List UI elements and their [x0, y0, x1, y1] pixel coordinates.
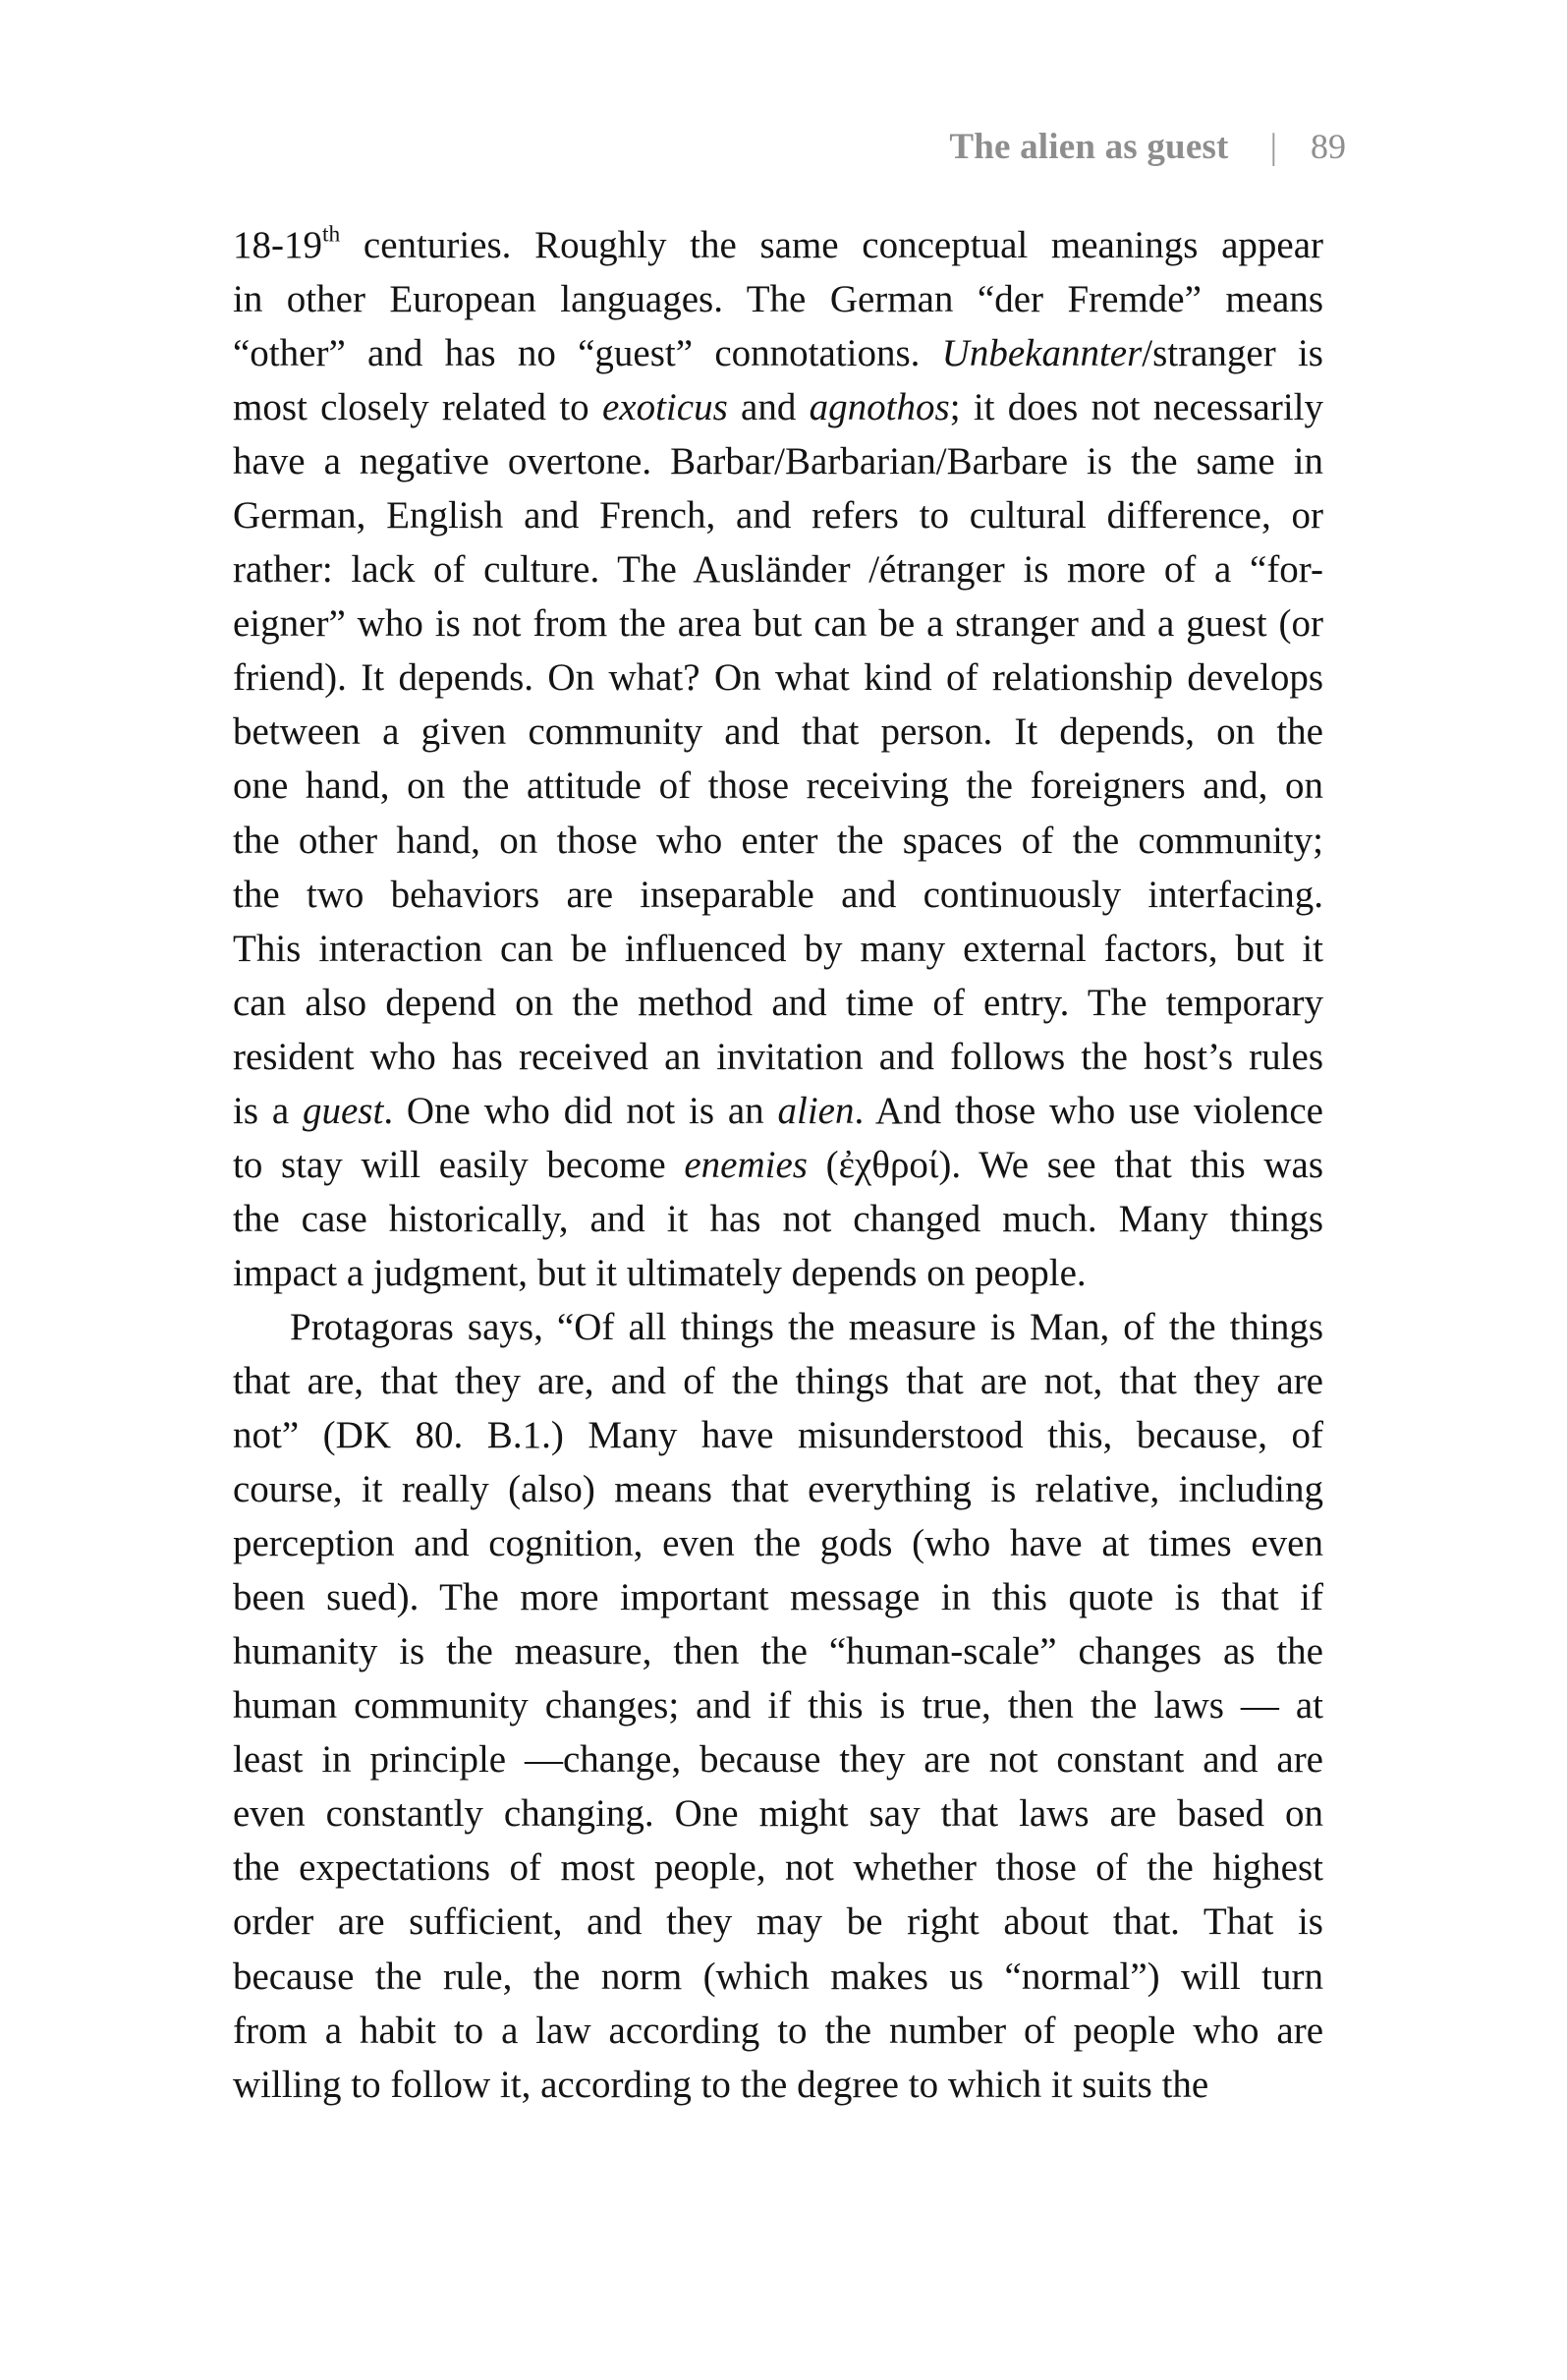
text-run: because the rule, the norm (which makes us “normal”) will turn	[233, 1955, 1323, 1998]
text-line	[233, 2058, 1323, 2112]
text-run: willing to follow it, according to the degree to which it suits the	[233, 2063, 1209, 2106]
text-line	[233, 814, 1323, 868]
paragraph	[233, 218, 1323, 1300]
page-number: 89	[1311, 127, 1346, 166]
text-run: eigner” who is not from the area but can be a stranger and a guest (or	[233, 602, 1323, 646]
body-text	[233, 218, 1323, 2112]
text-line	[233, 1624, 1323, 1678]
text-line	[233, 488, 1323, 542]
text-run: have a negative overtone. Barbar/Barbarian/Barbare is the same in	[233, 440, 1323, 483]
text-line	[233, 1841, 1323, 1895]
text-line	[233, 1462, 1323, 1516]
text-run: Protagoras says, “Of all things the measure is Man, of the things	[290, 1305, 1323, 1348]
paragraph	[233, 1300, 1323, 2112]
italic-term: Unbekannter	[941, 332, 1143, 375]
text-run: not” (DK 80. B.1.) Many have misunderstood this, because, of	[233, 1414, 1323, 1457]
text-run: impact a judgment, but it ultimately depends on people.	[233, 1251, 1087, 1294]
italic-term: enemies	[684, 1143, 808, 1186]
text-run: is a	[233, 1089, 303, 1132]
text-run: the other hand, on those who enter the spaces of the community;	[233, 819, 1323, 862]
text-run: the two behaviors are inseparable and continuously interfacing.	[233, 873, 1323, 916]
text-line	[233, 1732, 1323, 1786]
text-run: least in principle —change, because they are not constant and are	[233, 1738, 1323, 1782]
header-separator: |	[1269, 127, 1277, 167]
text-line	[233, 868, 1323, 922]
text-line	[233, 1950, 1323, 2004]
text-run: . One who did not is an	[383, 1089, 778, 1132]
text-line	[233, 1570, 1323, 1624]
text-run: even constantly changing. One might say that laws are based on	[233, 1792, 1323, 1836]
text-run: ; it does not necessarily	[949, 386, 1323, 429]
text-line	[233, 1192, 1323, 1246]
text-run: can also depend on the method and time of entry. The temporary	[233, 981, 1323, 1024]
italic-term: agnothos	[809, 386, 950, 429]
text-run: in other European languages. The German “der Fremde” means	[233, 278, 1323, 321]
text-run: and	[727, 386, 810, 429]
text-run: (ἐχθροί). We see that this was	[807, 1143, 1323, 1186]
text-line	[233, 1516, 1323, 1570]
text-run: from a habit to a law according to the number of people who are	[233, 2009, 1323, 2052]
text-run: that are, that they are, and of the things that are not, that they are	[233, 1359, 1323, 1402]
text-run: human community changes; and if this is true, then the laws — at	[233, 1684, 1323, 1728]
text-run: one hand, on the attitude of those receiving the foreigners and, on	[233, 765, 1323, 808]
text-line	[233, 542, 1323, 596]
text-line	[233, 1678, 1323, 1732]
text-line	[233, 976, 1323, 1030]
text-run: perception and cognition, even the gods (who have at times even	[233, 1522, 1323, 1565]
text-run: to stay will easily become	[233, 1143, 685, 1186]
text-run: This interaction can be influenced by many external factors, but it	[233, 927, 1323, 970]
text-run: humanity is the measure, then the “human-scale” changes as the	[233, 1630, 1323, 1673]
running-title: The alien as guest	[949, 127, 1229, 167]
text-line	[233, 434, 1323, 488]
text-run: 18-19	[233, 224, 322, 266]
text-run: been sued). The more important message in this quote is that if	[233, 1576, 1323, 1619]
text-line	[233, 651, 1323, 705]
text-line	[233, 272, 1323, 326]
text-line	[233, 218, 1323, 272]
text-line	[233, 1300, 1323, 1354]
text-run: rather: lack of culture. The Ausländer /étranger is more of a “for-	[233, 548, 1323, 592]
text-run: “other” and has no “guest” connotations.	[233, 332, 942, 375]
text-line	[233, 1030, 1323, 1084]
text-line	[233, 1408, 1323, 1462]
text-run: most closely related to	[233, 386, 602, 429]
text-line	[233, 1786, 1323, 1841]
text-line	[233, 1138, 1323, 1192]
text-run: the expectations of most people, not whether those of the highest	[233, 1846, 1323, 1890]
text-line	[233, 380, 1323, 434]
italic-term: guest	[302, 1089, 384, 1132]
superscript: th	[322, 221, 341, 248]
text-line	[233, 326, 1323, 380]
text-line	[233, 1354, 1323, 1408]
text-run: the case historically, and it has not changed much. Many things	[233, 1197, 1323, 1240]
running-header	[949, 126, 1346, 175]
text-run: resident who has received an invitation and follows the host’s rules	[233, 1035, 1323, 1078]
text-run: . And those who use violence	[854, 1089, 1323, 1132]
text-line	[233, 922, 1323, 976]
text-line	[233, 705, 1323, 759]
text-run: /stranger is	[1142, 332, 1323, 375]
text-line	[233, 1246, 1323, 1300]
text-line	[233, 596, 1323, 651]
text-line	[233, 2004, 1323, 2058]
text-run: German, English and French, and refers to cultural difference, or	[233, 494, 1323, 538]
italic-term: alien	[777, 1089, 855, 1132]
text-run: order are sufficient, and they may be right about that. That is	[233, 1900, 1323, 1944]
text-run: between a given community and that person. It depends, on the	[233, 710, 1323, 754]
text-line	[233, 1895, 1323, 1949]
text-run: course, it really (also) means that everything is relative, including	[233, 1468, 1323, 1511]
text-run: friend). It depends. On what? On what kind of relationship develops	[233, 656, 1323, 700]
italic-term: exoticus	[601, 386, 728, 429]
text-run: centuries. Roughly the same conceptual meanings appear	[340, 224, 1323, 266]
text-line	[233, 759, 1323, 813]
text-line	[233, 1084, 1323, 1138]
